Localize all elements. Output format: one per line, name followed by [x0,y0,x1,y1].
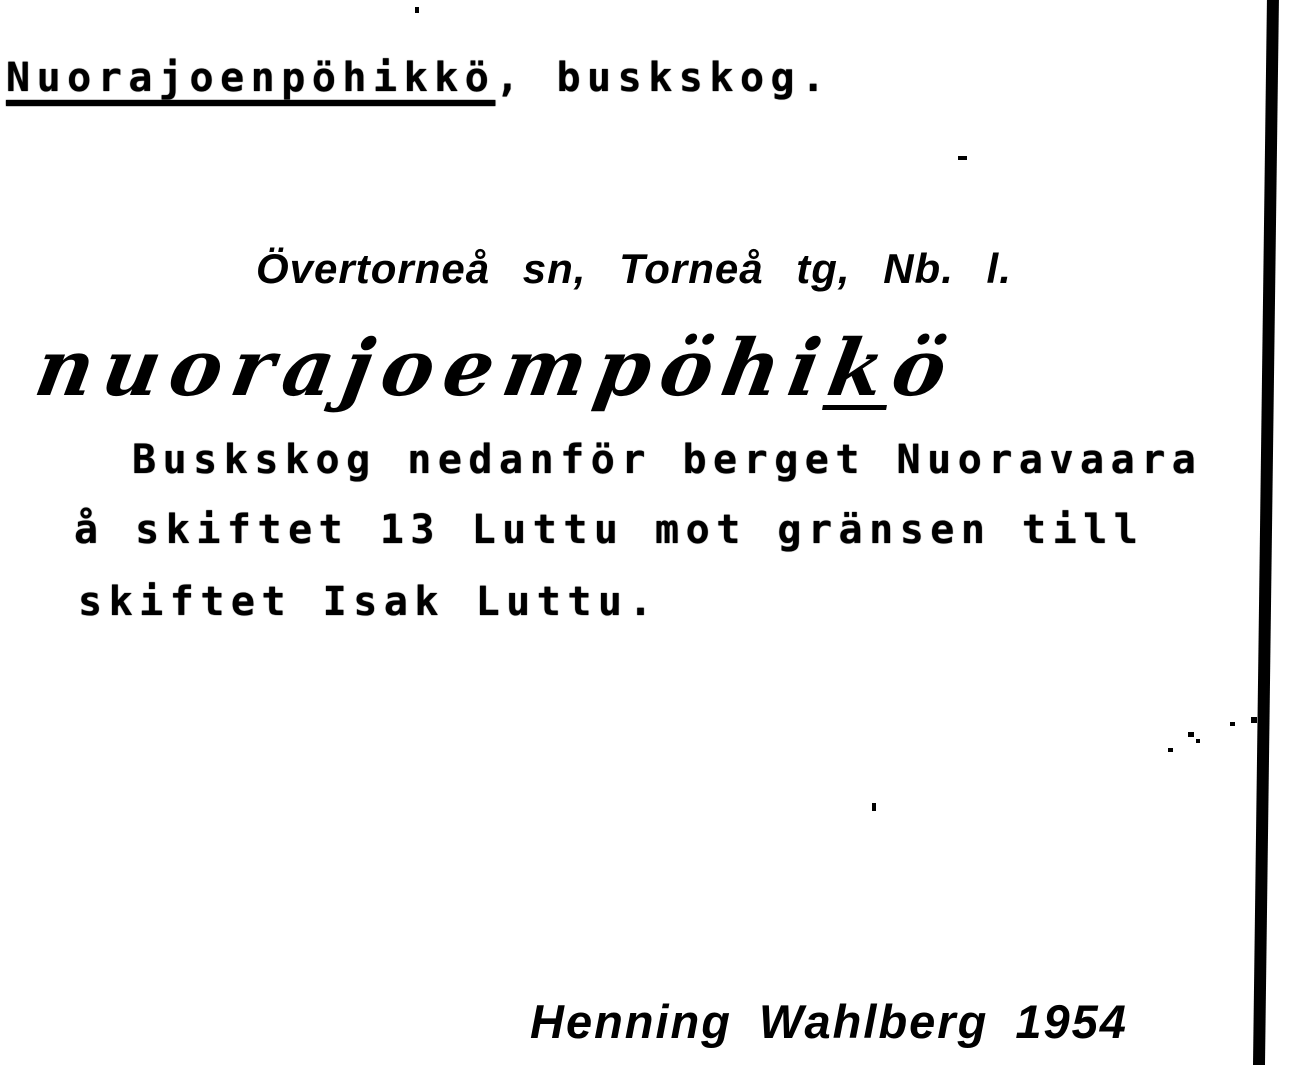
scan-speck [958,156,967,160]
description-line: Buskskog nedanför berget Nuoravaara [132,437,1203,483]
scan-speck [1230,722,1235,726]
scan-speck [415,7,419,13]
phonetic-post: ö [885,323,964,414]
description-line: å skiftet 13 Luttu mot gränsen till [74,507,1145,553]
headword-line [6,55,832,101]
phonetic-pre: nuorajoempöhi [28,323,838,414]
scan-speck [1251,717,1257,723]
description-line: skiftet Isak Luttu. [78,579,660,625]
phonetic-transcription [28,323,964,414]
scan-speck [1196,739,1200,743]
phonetic-underlined: k [821,323,902,414]
headword-suffix: , buskskog. [495,55,832,101]
district-line: Övertorneå sn, Torneå tg, Nb. l. [256,245,1012,292]
scan-speck [872,803,876,811]
scan-speck [1188,732,1194,737]
attribution-line: Henning Wahlberg 1954 [530,995,1128,1048]
scan-edge-bar [1253,0,1278,1065]
headword: Nuorajoenpöhikkö [6,55,496,101]
scan-speck [1168,748,1173,752]
